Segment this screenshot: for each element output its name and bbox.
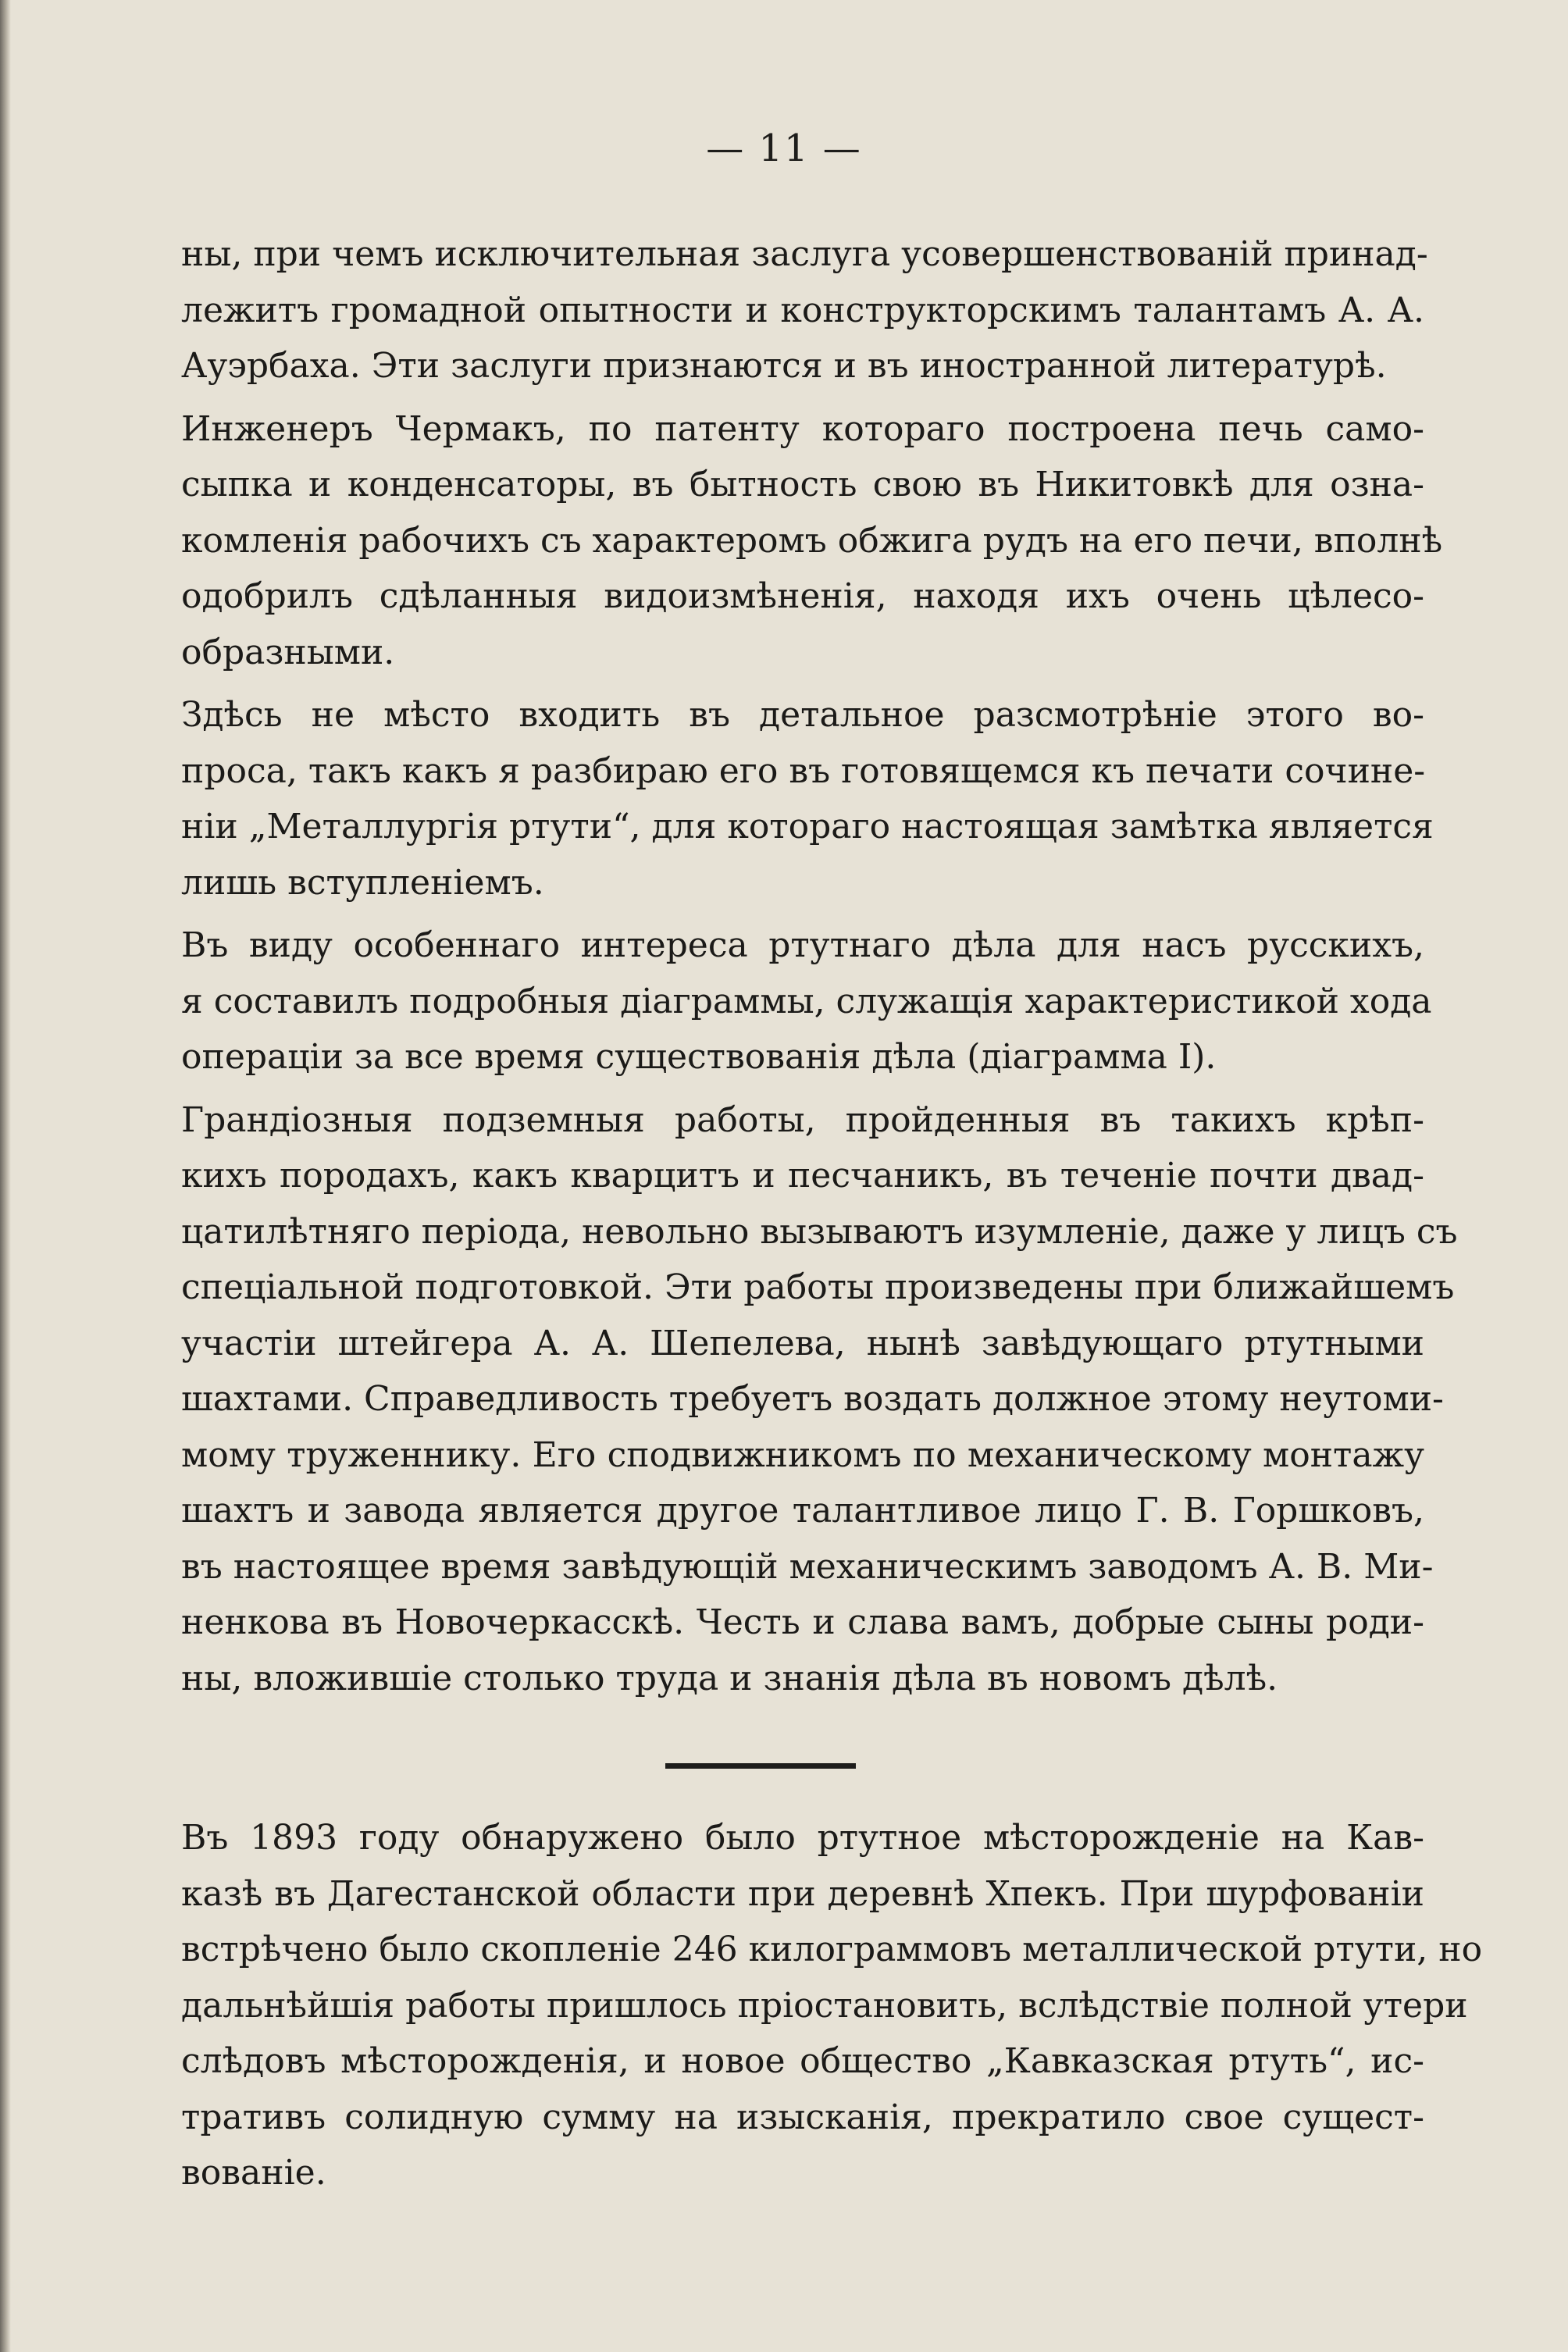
text-line: Инженеръ Чермакъ, по патенту котораго построена печь само- <box>181 408 1424 449</box>
text-line: шахтами. Справедливость требуетъ воздать должное этому неутоми- <box>181 1379 1444 1419</box>
text-line: ны, вложившіе столько труда и знанія дѣла въ новомъ дѣлѣ. <box>181 1658 1278 1698</box>
text-line: въ настоящее время завѣдующій механическимъ заводомъ А. В. Ми- <box>181 1546 1434 1587</box>
paragraph-continuation <box>181 226 1428 394</box>
text-line: проса, такъ какъ я разбираю его въ готовящемся къ печати сочине- <box>181 750 1426 791</box>
page-number: — 11 — <box>706 127 862 170</box>
paragraph-diagrams <box>181 918 1432 1085</box>
text-line: сыпка и конденсаторы, въ бытность свою въ Никитовкѣ для озна- <box>181 465 1424 504</box>
text-line: слѣдовъ мѣсторожденія, и новое общество „Кавказская ртуть“, ис- <box>181 2041 1424 2081</box>
main-text-section <box>181 226 1458 1713</box>
text-line: мому труженнику. Его сподвижникомъ по механическому монтажу <box>181 1434 1424 1475</box>
text-line: встрѣчено было скопленіе 246 килограммовъ металлической ртути, но <box>181 1930 1483 1969</box>
paragraph-caucasus-deposit <box>181 1810 1483 2201</box>
text-line: Грандіозныя подземныя работы, пройденныя въ такихъ крѣп- <box>181 1099 1424 1140</box>
text-line: ненкова въ Новочеркасскѣ. Честь и слава вамъ, добрые сыны роди- <box>181 1602 1424 1642</box>
paragraph-underground-works <box>181 1092 1458 1707</box>
text-line: ны, при чемъ исключительная заслуга усовершенствованій принад- <box>181 234 1428 274</box>
text-line: казѣ въ Дагестанской области при деревнѣ Хпекъ. При шурфованіи <box>181 1873 1424 1914</box>
text-line: дальнѣйшія работы пришлось пріостановить, вслѣдствіе полной утери <box>181 1985 1468 2026</box>
text-line: образными. <box>181 632 395 672</box>
text-line: одобрилъ сдѣланныя видоизмѣненія, находя ихъ очень цѣлесо- <box>181 576 1424 616</box>
text-line: тративъ солидную сумму на изысканія, прекратило свое сущест- <box>181 2097 1424 2137</box>
text-line: ніи „Металлургія ртути“, для котораго настоящая замѣтка является <box>181 807 1434 846</box>
text-line: лишь вступленіемъ. <box>181 862 544 903</box>
text-line: спеціальной подготовкой. Эти работы произведены при ближайшемъ <box>181 1267 1455 1307</box>
text-line: Въ виду особеннаго интереса ртутнаго дѣла для насъ русскихъ, <box>181 925 1424 965</box>
text-line: операціи за все время существованія дѣла (діаграмма I). <box>181 1037 1217 1077</box>
text-line: лежитъ громадной опытности и конструкторскимъ талантамъ А. А. <box>181 290 1424 330</box>
text-line: шахтъ и завода является другое талантливое лицо Г. В. Горшковъ, <box>181 1491 1424 1531</box>
text-line: вованіе. <box>181 2153 326 2193</box>
text-line: цатилѣтняго періода, невольно вызываютъ изумленіе, даже у лицъ съ <box>181 1211 1458 1252</box>
text-line: Здѣсь не мѣсто входить въ детальное разсмотрѣніе этого во- <box>181 695 1424 735</box>
text-line: Въ 1893 году обнаружено было ртутное мѣсторожденіе на Кав- <box>181 1818 1424 1858</box>
text-line: кихъ породахъ, какъ кварцитъ и песчаникъ, въ теченіе почти двад- <box>181 1156 1424 1196</box>
text-line: участіи штейгера А. А. Шепелева, нынѣ завѣдующаго ртутными <box>181 1323 1424 1363</box>
paragraph-metallurgy <box>181 687 1434 911</box>
text-line: Ауэрбаха. Эти заслуги признаются и въ иностранной литературѣ. <box>181 346 1387 386</box>
text-line: я составилъ подробныя діаграммы, служащія характеристикой хода <box>181 981 1432 1021</box>
binding-edge <box>0 0 11 2352</box>
section-separator-rule <box>665 1763 856 1769</box>
caucasus-section <box>181 1810 1483 2208</box>
paragraph-chermak <box>181 401 1443 681</box>
text-line: комленія рабочихъ съ характеромъ обжига рудъ на его печи, вполнѣ <box>181 520 1443 561</box>
